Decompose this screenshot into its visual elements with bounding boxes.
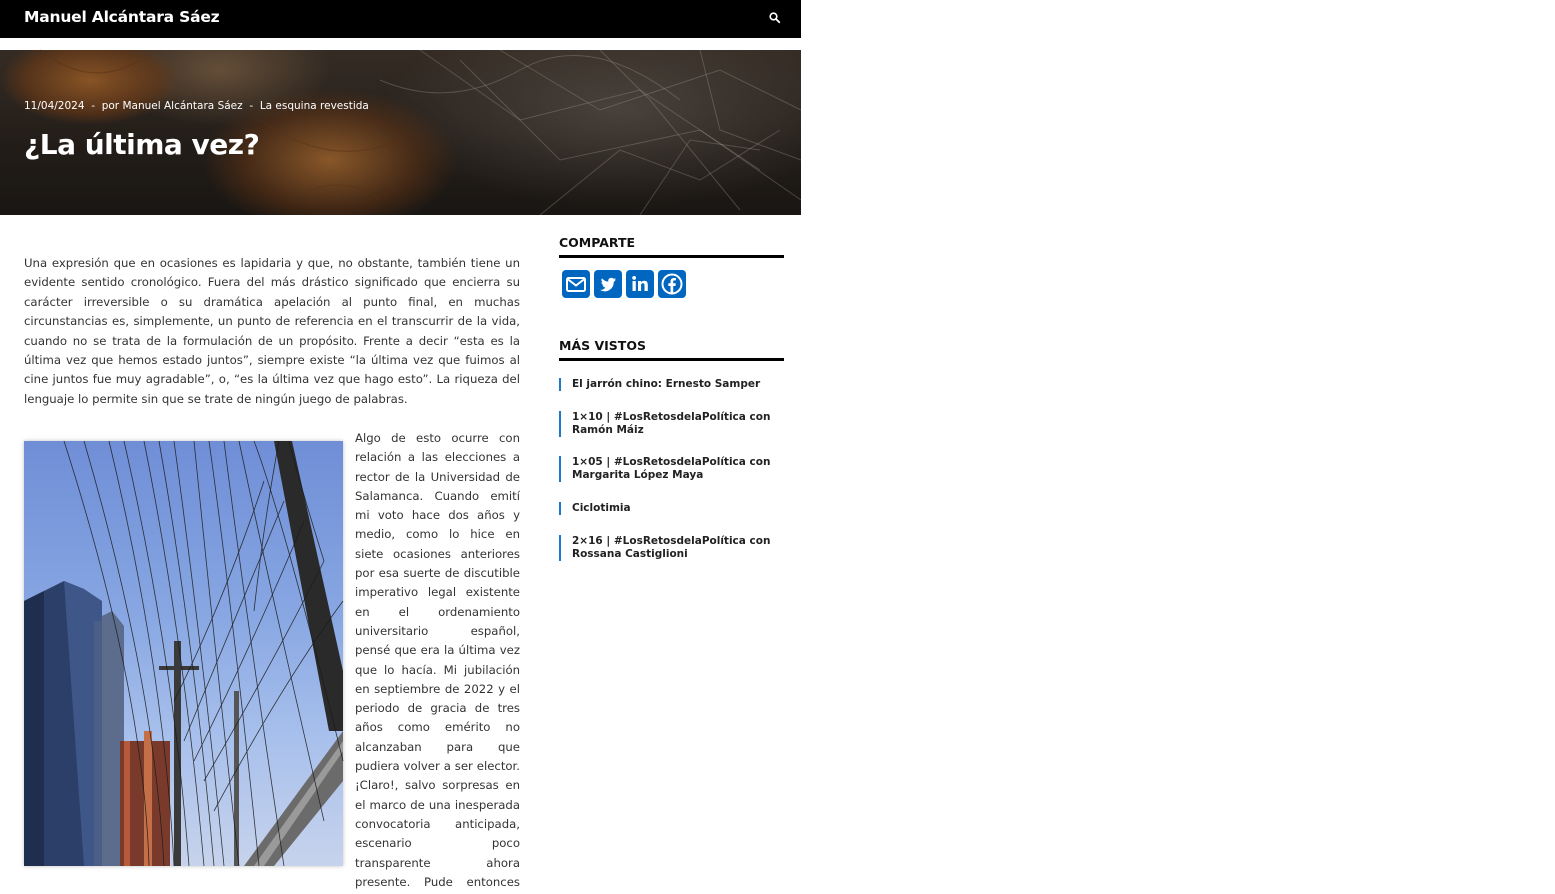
nav-item-podcasts[interactable] <box>1485 9 1554 23</box>
twitter-icon <box>594 270 622 298</box>
article-image <box>24 441 343 866</box>
popular-post-link[interactable]: Ciclotimia <box>559 502 784 515</box>
nav-label: Secciones <box>1399 9 1467 23</box>
share-email-button[interactable] <box>562 270 590 298</box>
post-title: ¿La última vez? <box>24 128 260 161</box>
chevron-down-icon <box>1469 12 1475 18</box>
popular-post-link[interactable]: El jarrón chino: Ernesto Samper <box>559 378 784 391</box>
post-category[interactable]: La esquina revestida <box>259 100 369 112</box>
nav-item-inicio[interactable] <box>1314 9 1351 23</box>
site-title[interactable]: Manuel Alcántara Sáez <box>24 8 220 26</box>
share-facebook-button[interactable] <box>658 270 686 298</box>
article-body <box>24 254 520 409</box>
site-header <box>0 0 1546 38</box>
popular-widget-title: MÁS VISTOS <box>559 338 646 353</box>
nav-label: Bio <box>1363 9 1385 23</box>
hero-banner <box>0 50 801 215</box>
search-icon[interactable] <box>769 12 780 23</box>
popular-post-link[interactable]: 2×16 | #LosRetosdelaPolítica con Rossana Castiglioni <box>559 535 784 561</box>
widget-divider <box>559 255 784 258</box>
nav-item-secciones[interactable] <box>1399 9 1474 23</box>
share-twitter-button[interactable] <box>594 270 622 298</box>
nav-label: Podcasts <box>1485 9 1546 23</box>
meta-separator: - <box>91 100 96 112</box>
article-paragraph-wrapped: Algo de esto ocurre con relación a las elecciones a rector de la Universidad de Salamanca. Cuando emití mi voto hace dos años y medio, como lo hice en siete ocasiones anteriores por esa suerte de discutible imperativo legal existente en el ordenamiento universitario español, pensé que era la última vez que lo hacía. Mi jubilación en septiembre de 2022 y el periodo de gracia de tres años como emérito no alcanzaban para que pudiera volver a ser elector. ¡Claro!, salvo sorpresas en el marco de una inesperada convocatoria anticipada, escenario poco transparente ahora presente. Pude entonces <box>355 431 520 889</box>
share-widget-title: COMPARTE <box>559 235 636 250</box>
facebook-icon <box>658 270 686 298</box>
power-lines-photo <box>24 441 343 866</box>
post-author[interactable]: por Manuel Alcántara Sáez <box>101 100 243 112</box>
article-paragraph: Una expresión que en ocasiones es lapidaria y que, no obstante, también tiene un evidente sentido cronológico. Fuera del más drástico significado que encierra su carácter irreversible o su dramática apelación al punto final, en muchas circunstancias es, simplemente, un punto de referencia en el transcurrir de la vida, cuando no se trata de la formulación de un propósito. Frente a decir “esta es la última vez que hemos estado juntos”, siempre existe “la última vez que fuimos al cine juntos fue muy agradable”, o, “es la última vez que hago esto”. La riqueza del lenguaje lo permite sin que se trate de ningún juego de palabras. <box>24 256 520 406</box>
widget-divider <box>559 358 784 361</box>
popular-post-link[interactable]: 1×05 | #LosRetosdelaPolítica con Margarita López Maya <box>559 456 784 482</box>
post-meta <box>24 100 369 112</box>
header-spacer <box>0 38 801 50</box>
popular-post-link[interactable]: 1×10 | #LosRetosdelaPolítica con Ramón Máiz <box>559 411 784 437</box>
linkedin-icon <box>626 270 654 298</box>
nav-item-bio[interactable] <box>1363 9 1385 23</box>
chevron-down-icon <box>1549 12 1555 18</box>
nav-label: Inicio <box>1314 9 1351 23</box>
share-linkedin-button[interactable] <box>626 270 654 298</box>
post-date: 11/04/2024 <box>24 100 85 112</box>
email-icon <box>562 270 590 298</box>
meta-separator: - <box>249 100 254 112</box>
